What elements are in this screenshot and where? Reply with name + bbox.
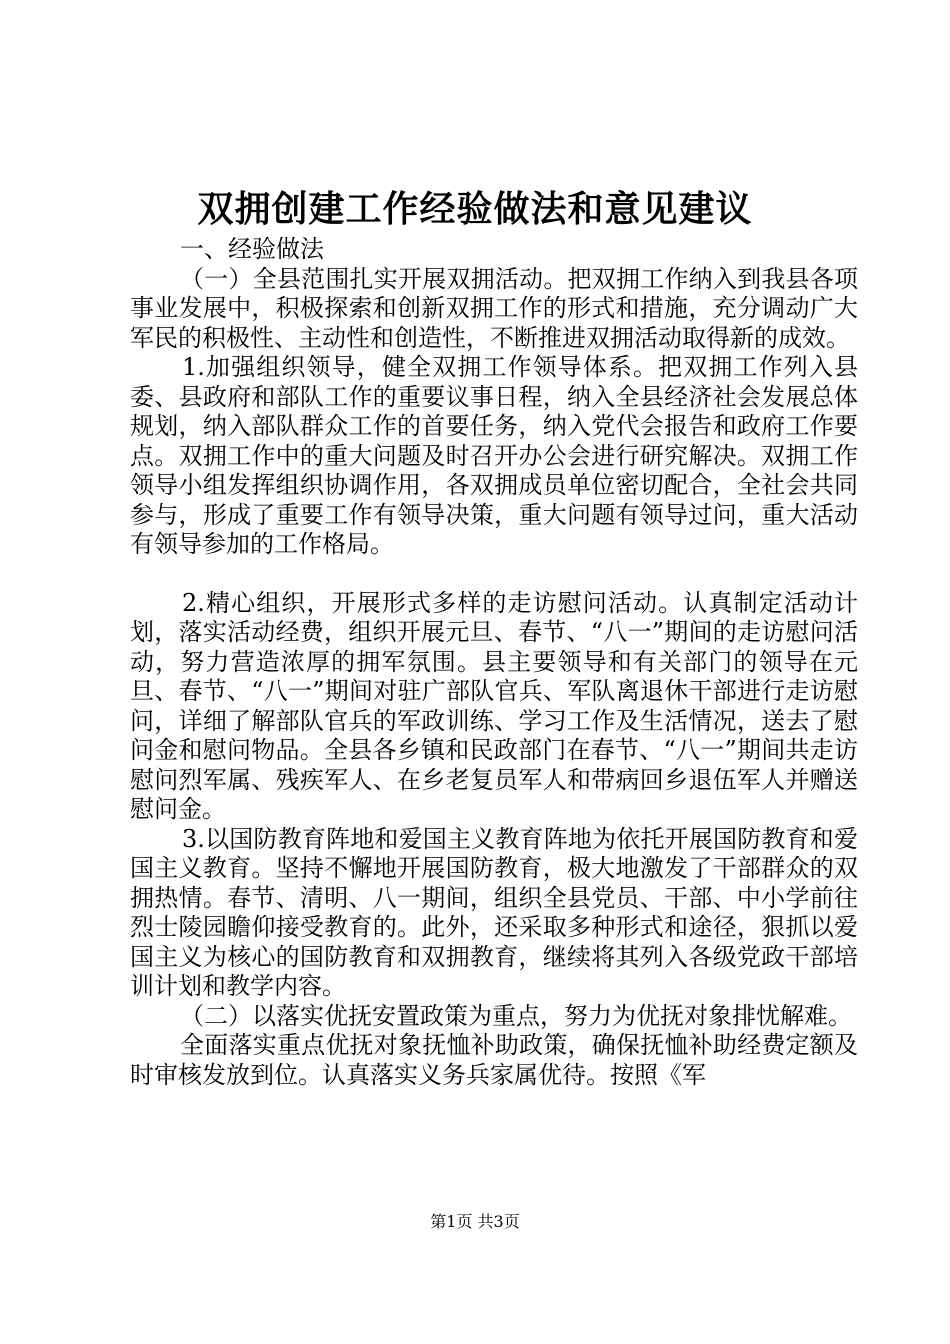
paragraph-1: （一）全县范围扎实开展双拥活动。把双拥工作纳入到我县各项事业发展中，积极探索和创新双拥工作的形式和措施，充分调动广大军民的积极性、主动性和创造性，不断推进双拥活动取得新的成效。	[130, 264, 858, 352]
document-body	[130, 235, 858, 1090]
paragraph-6: 全面落实重点优抚对象抚恤补助政策，确保抚恤补助经费定额及时审核发放到位。认真落实义务兵家属优待。按照《军	[130, 1031, 858, 1089]
paragraph-3: 2.精心组织，开展形式多样的走访慰问活动。认真制定活动计划，落实活动经费，组织开展元旦、春节、“八一”期间的走访慰问活动，努力营造浓厚的拥军氛围。县主要领导和有关部门的领导在元旦、春节、“八一”期间对驻广部队官兵、军队离退休干部进行走访慰问，详细了解部队官兵的军政训练、学习工作及生活情况，送去了慰问金和慰问物品。全县各乡镇和民政部门在春节、“八一”期间共走访慰问烈军属、残疾军人、在乡老复员军人和带病回乡退伍军人并赠送慰问金。	[130, 588, 858, 823]
section-heading: 一、经验做法	[180, 235, 324, 263]
paragraph-4: 3.以国防教育阵地和爱国主义教育阵地为依托开展国防教育和爱国主义教育。坚持不懈地开展国防教育，极大地激发了干部群众的双拥热情。春节、清明、八一期间，组织全县党员、干部、中小学前往烈士陵园瞻仰接受教育的。此外，还采取多种形式和途径，狠抓以爱国主义为核心的国防教育和双拥教育，继续将其列入各级党政干部培训计划和教学内容。	[130, 824, 858, 1000]
paragraph-2: 1.加强组织领导，健全双拥工作领导体系。把双拥工作列入县委、县政府和部队工作的重要议事日程，纳入全县经济社会发展总体规划，纳入部队群众工作的首要任务，纳入党代会报告和政府工作要点。双拥工作中的重大问题及时召开办公会进行研究解决。双拥工作领导小组发挥组织协调作用，各双拥成员单位密切配合，全社会共同参与，形成了重要工作有领导决策，重大问题有领导过问，重大活动有领导参加的工作格局。	[130, 353, 858, 558]
document-title: 双拥创建工作经验做法和意见建议	[197, 188, 753, 230]
subsection-heading: （二）以落实优抚安置政策为重点，努力为优抚对象排忧解难。	[180, 1001, 852, 1030]
page-footer: 第1页 共3页	[430, 1212, 520, 1231]
